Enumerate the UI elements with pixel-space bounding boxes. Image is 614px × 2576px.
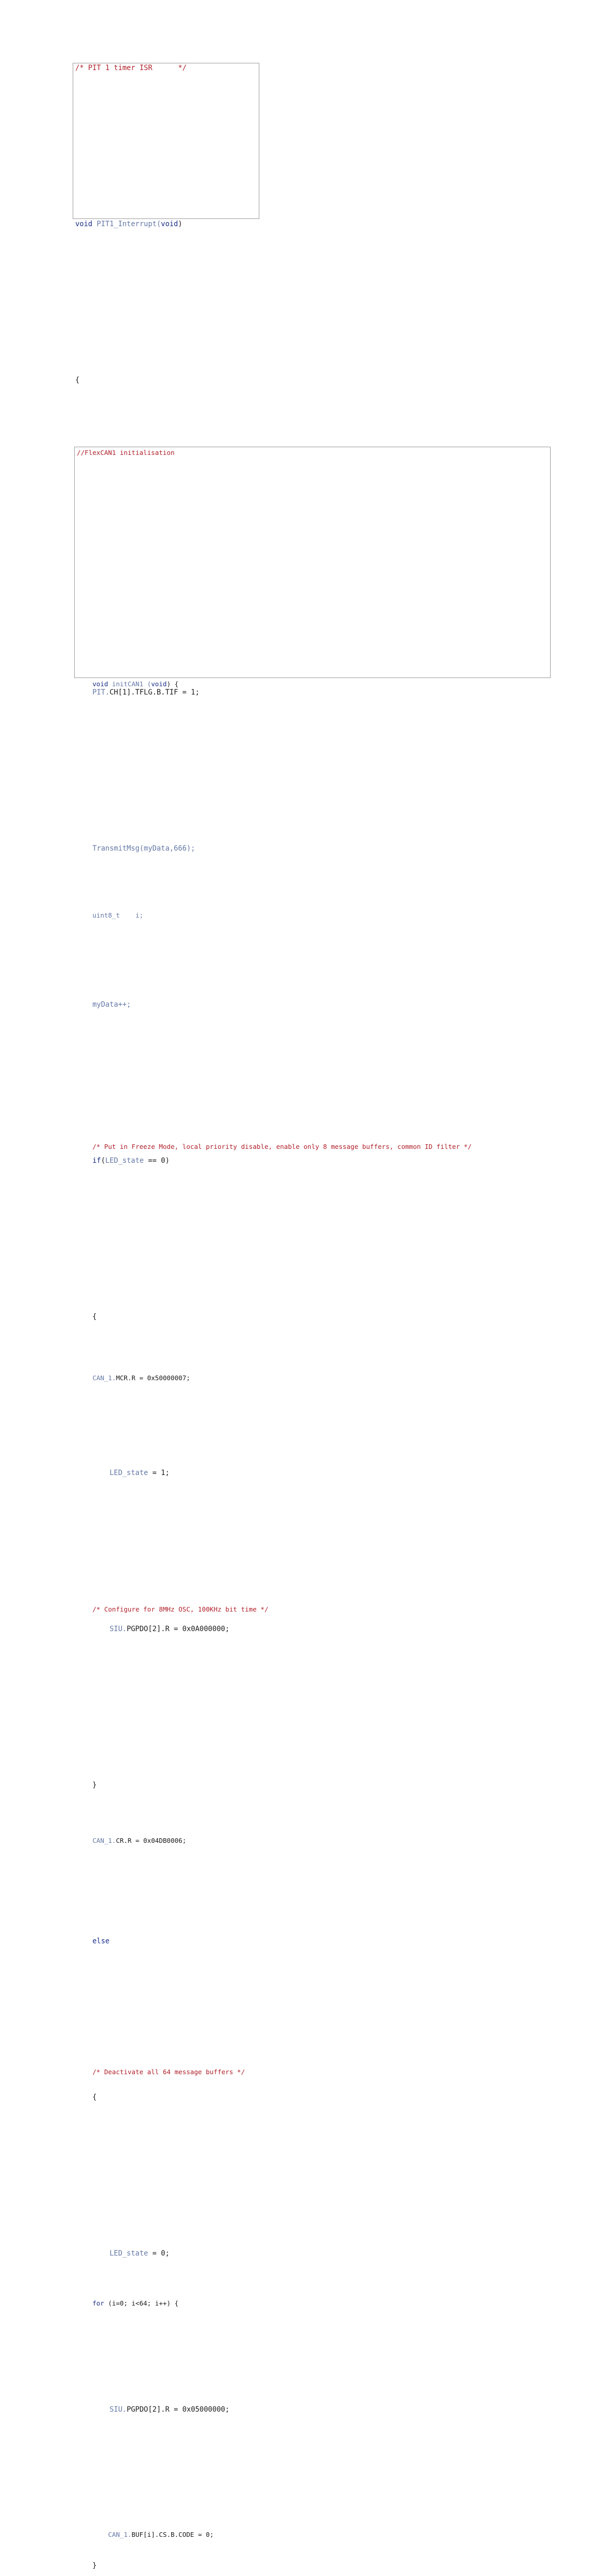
code-token: /* Configure for 8MHz OSC, 100KHz bit time */ [92, 1605, 269, 1613]
code-token: else [92, 1937, 110, 1945]
code-token: PIT1_Interrupt( [92, 220, 161, 228]
code-line [77, 1374, 550, 1605]
code-token: CAN_1. [108, 2531, 132, 2538]
code-token [77, 1374, 92, 1382]
code-token: LED_state [109, 2249, 148, 2258]
code-token: initCAN1 ( [108, 680, 152, 688]
code-token: PIT. [92, 688, 110, 697]
code-token: /* Deactivate all 64 message buffers */ [92, 2068, 245, 2076]
code-token: uint8_t i; [92, 911, 143, 919]
code-line [77, 2531, 550, 2576]
code-line [75, 220, 259, 376]
code-token: void [75, 220, 93, 228]
code-line [75, 64, 259, 220]
code-token: /* Put in Freeze Mode, local priority disable, enable only 8 message buffers, common ID filter */ [92, 1143, 472, 1150]
code-token: } [75, 1781, 97, 1789]
code-token: { [75, 1313, 97, 1321]
code-token [77, 2531, 108, 2538]
code-token: /* PIT 1 timer ISR */ [75, 64, 187, 72]
code-line [77, 1143, 550, 1374]
code-token: ( [101, 1157, 106, 1165]
code-line [77, 911, 550, 1143]
code-token: { [75, 376, 80, 384]
code-token: BUF[i].CS.B.CODE = 0; [131, 2531, 214, 2538]
code-token: PGPDO[2].R = 0x0A000000; [126, 1625, 230, 1633]
code-token: CAN_1. [92, 1837, 116, 1844]
code-token: SIU. [109, 2405, 127, 2414]
code-token: //FlexCAN1 initialisation [77, 449, 175, 456]
code-token: = 1; [148, 1469, 170, 1477]
code-token: { [75, 2093, 97, 2102]
code-line [77, 2068, 550, 2299]
code-token [77, 911, 92, 919]
code-token: SIU. [109, 1625, 127, 1633]
code-token [77, 2068, 92, 2076]
code-token: void [161, 220, 178, 228]
code-token: == 0) [143, 1157, 170, 1165]
code-token: LED_state [105, 1157, 144, 1165]
code-token: myData++; [92, 1001, 131, 1009]
code-token [77, 680, 92, 688]
code-token [77, 1837, 92, 1844]
code-token: PGPDO[2].R = 0x05000000; [126, 2405, 230, 2414]
code-token: MCR.R = 0x50000007; [115, 1374, 190, 1382]
code-token: (i=0; i<64; i++) { [104, 2299, 179, 2307]
code-token: TransmitMsg(myData,666); [92, 844, 195, 853]
code-token: if [92, 1157, 101, 1165]
code-token: ) [178, 220, 182, 228]
code-token [77, 1605, 92, 1613]
code-line [77, 680, 550, 911]
code-line [77, 1837, 550, 2068]
code-line [77, 449, 550, 680]
code-token: LED_state [109, 1469, 148, 1477]
code-token: for [92, 2299, 105, 2307]
code-token: ) { [167, 680, 179, 688]
code-token: CH[1].TFLG.B.TIF = 1; [109, 688, 200, 697]
code-token: void [151, 680, 167, 688]
code-line [77, 1605, 550, 1837]
code-token [77, 2299, 92, 2307]
code-token: void [92, 680, 108, 688]
code-token: CAN_1. [92, 1374, 116, 1382]
code-token: CR.R = 0x04DB0006; [115, 1837, 187, 1844]
code-token [77, 1143, 92, 1150]
code-token: = 0; [148, 2249, 170, 2258]
code-token: } [75, 2562, 97, 2570]
code-line [77, 2299, 550, 2531]
